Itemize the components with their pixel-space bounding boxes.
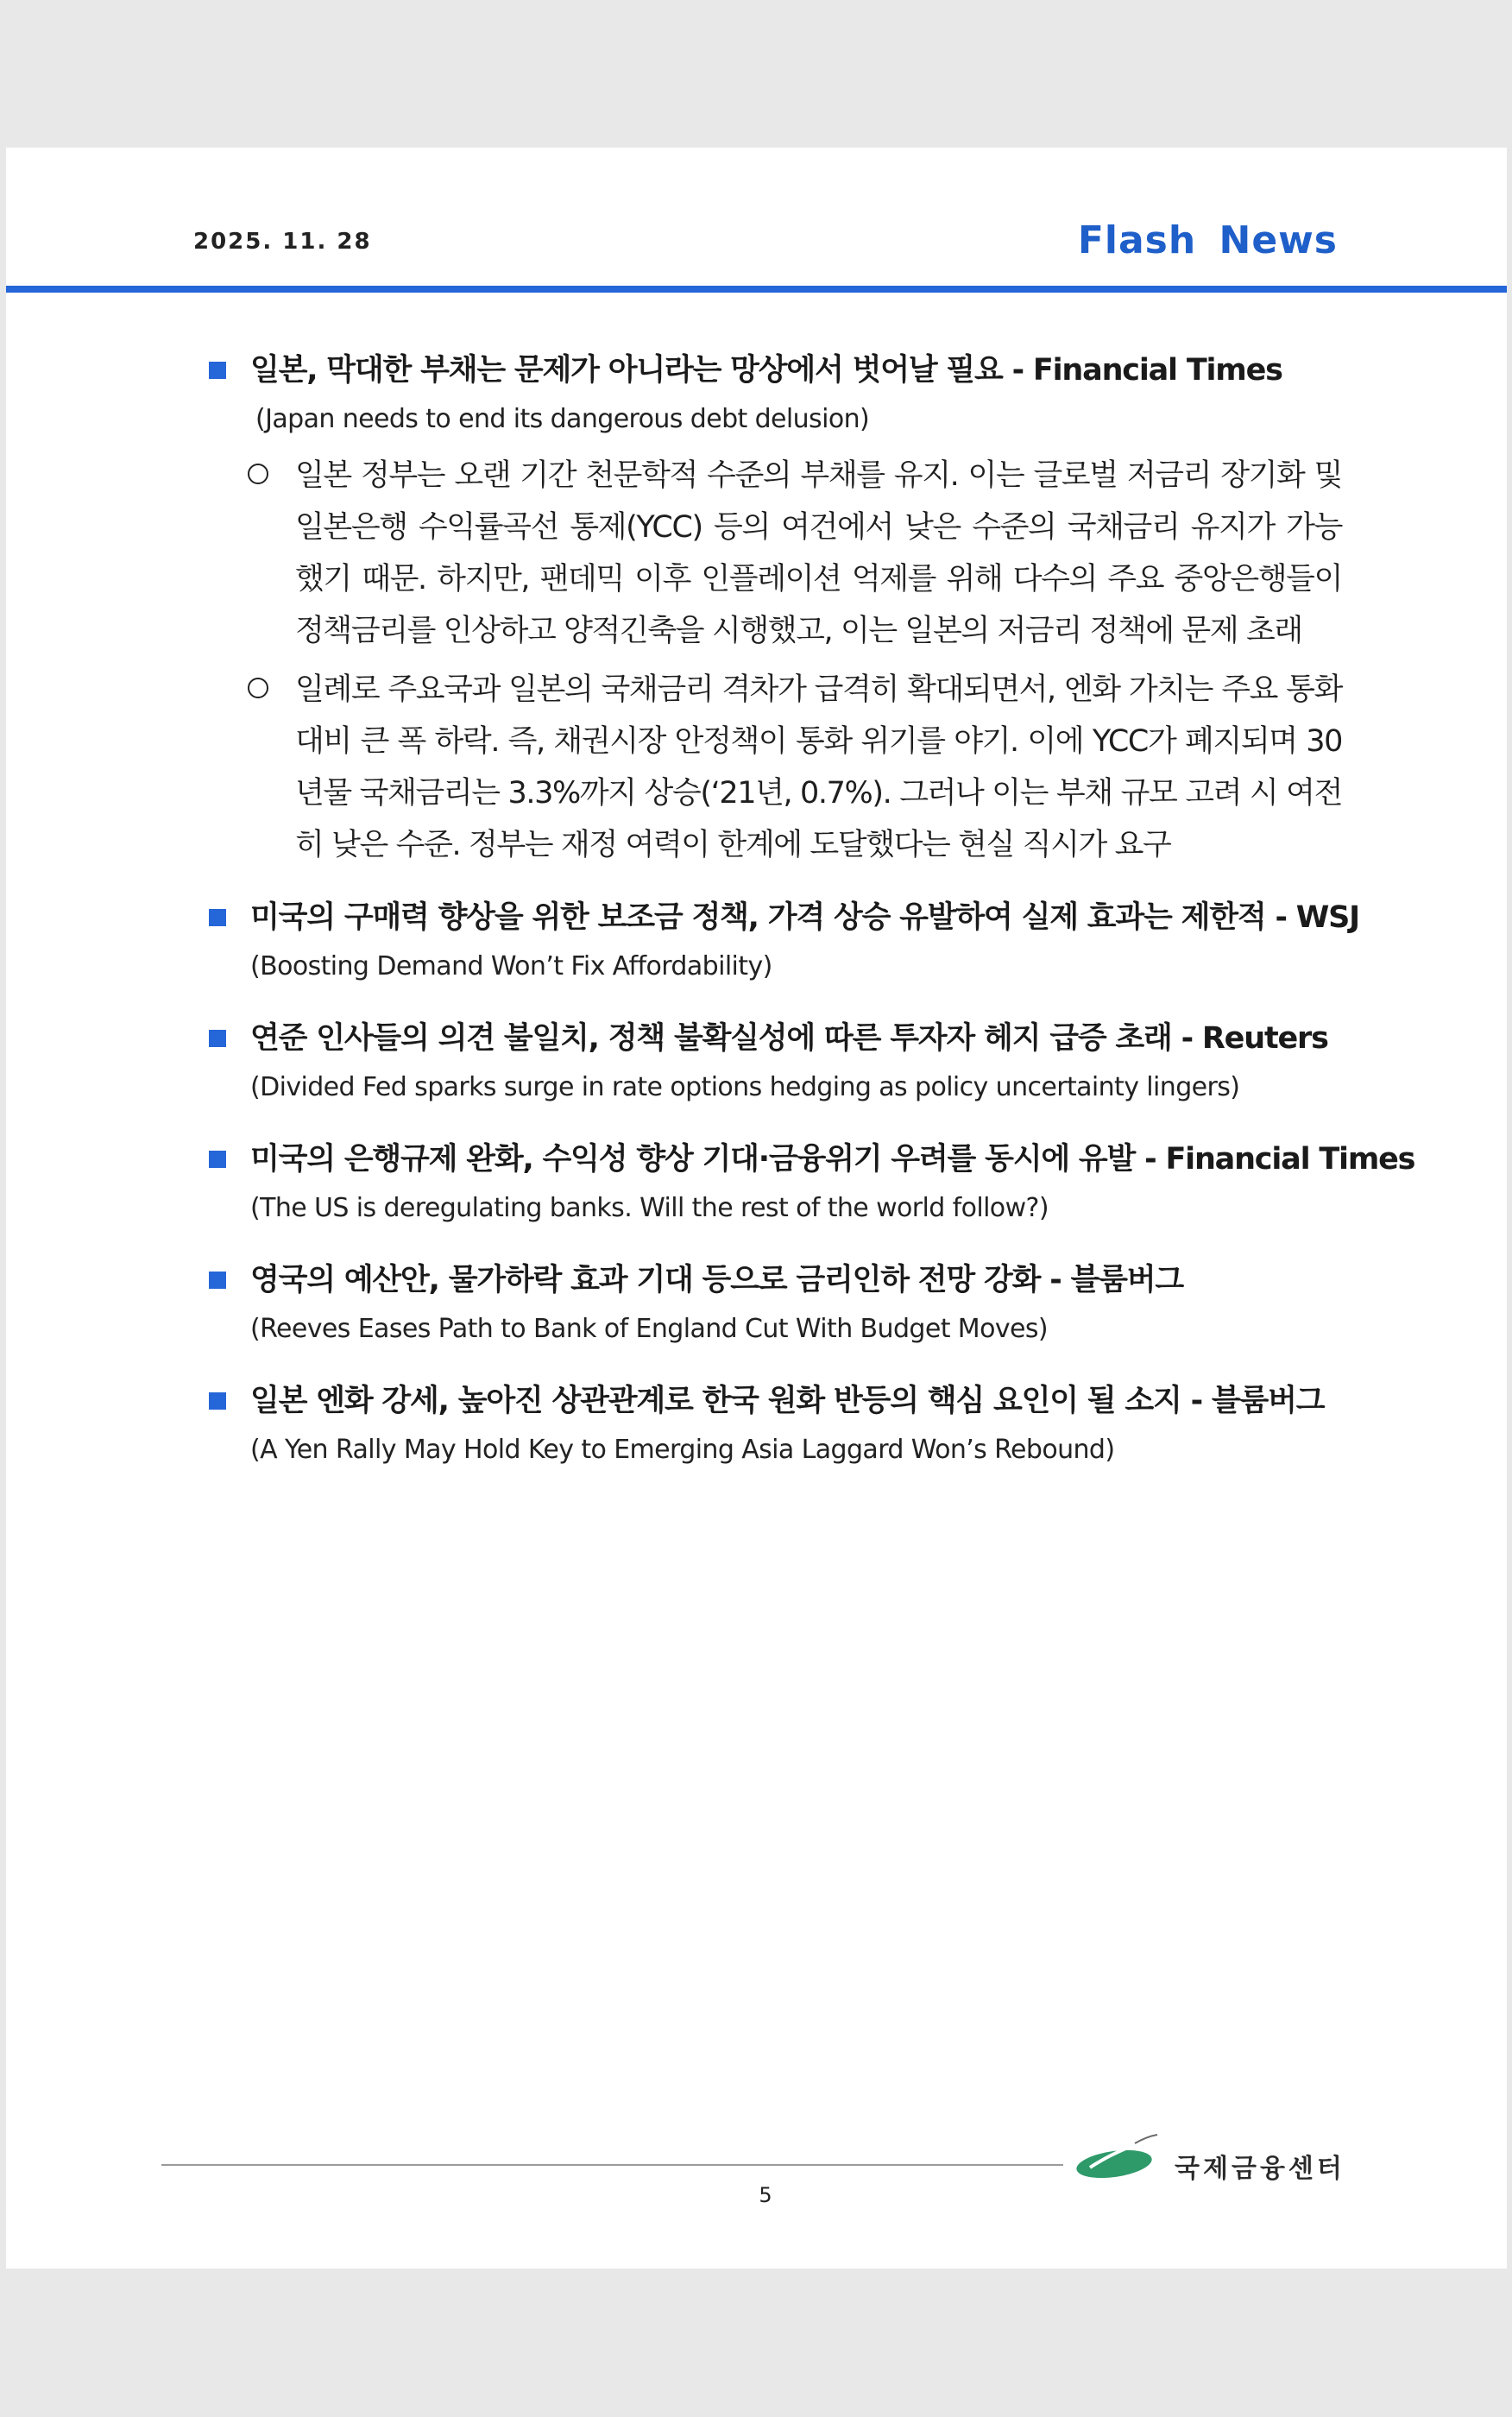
news-subtitle: (The US is deregulating banks. Will the rest of the world follow?) [250,1193,1049,1223]
document-page [6,148,1507,2269]
page-number: 5 [759,2183,772,2207]
report-date: 2025. 11. 28 [193,229,372,255]
footer-divider [161,2164,1063,2166]
news-headline-text: 미국의 은행규제 완화, 수익성 향상 기대·금융위기 우려를 동시에 유발 - Financial Times [250,1142,1415,1177]
news-point [203,450,1342,657]
news-subtitle: (A Yen Rally May Hold Key to Emerging Asia Laggard Won’s Rebound) [250,1435,1115,1465]
report-title: Flash News [1077,218,1338,262]
square-bullet-icon [209,1151,226,1168]
news-points [203,450,1342,871]
news-headline [203,1135,1415,1183]
news-headline [203,1014,1342,1063]
square-bullet-icon [209,1030,226,1047]
news-subtitle: (Boosting Demand Won’t Fix Affordability) [250,951,772,981]
org-name: 국제금융센터 [1175,2154,1345,2184]
news-headline-text: 미국의 구매력 향상을 위한 보조금 정책, 가격 상승 유발하여 실제 효과는 제한적 - WSJ [250,900,1359,935]
news-item [203,1014,1342,1113]
news-headline-text: 일본 엔화 강세, 높아진 상관관계로 한국 원화 반등의 핵심 요인이 될 소지 - 블룸버그 [250,1384,1325,1418]
circle-bullet-icon [248,464,268,484]
news-subtitle: (Divided Fed sparks surge in rate options hedging as policy uncertainty lingers) [250,1072,1240,1102]
news-headline [203,893,1359,942]
news-item [203,1256,1342,1354]
org-logo [1074,2133,1351,2185]
news-item [203,893,1359,992]
circle-bullet-icon [248,678,268,698]
news-headline-text: 영국의 예산안, 물가하락 효과 기대 등으로 금리인하 전망 강화 - 블룸버그 [250,1263,1183,1297]
square-bullet-icon [209,362,226,379]
news-headline-text: 일본, 막대한 부채는 문제가 아니라는 망상에서 벗어날 필요 - Financial Times [250,353,1282,388]
news-headline-text: 연준 인사들의 의견 불일치, 정책 불확실성에 따른 투자자 헤지 급증 초래 - Reuters [250,1021,1328,1056]
header-divider [6,286,1507,293]
kcif-logo-icon [1074,2133,1161,2185]
news-headline [203,1256,1342,1304]
news-subtitle: (Japan needs to end its dangerous debt delusion) [255,404,870,434]
news-list [203,346,1415,1498]
news-subtitle: (Reeves Eases Path to Bank of England Cut With Budget Moves) [250,1314,1048,1344]
square-bullet-icon [209,1392,226,1410]
news-headline [203,346,1342,394]
news-headline [203,1377,1342,1425]
news-item [203,1135,1415,1234]
news-point-text: 일본 정부는 오랜 기간 천문학적 수준의 부채를 유지. 이는 글로벌 저금리 장기화 및 일본은행 수익률곡선 통제(YCC) 등의 여건에서 낮은 수준의 국채금리 유지가 가능했기 때문. 하지만, 팬데믹 이후 인플레이션 억제를 위해 다수의 주요 중앙은행들이 정책금리를 인상하고 양적긴축을 시행했고, 이는 일본의 저금리 정책에 문제 초래 [295,458,1342,648]
news-item [203,1377,1342,1475]
square-bullet-icon [209,909,226,926]
news-point [203,664,1342,871]
square-bullet-icon [209,1272,226,1289]
news-item [203,346,1342,871]
news-point-text: 일례로 주요국과 일본의 국채금리 격차가 급격히 확대되면서, 엔화 가치는 주요 통화 대비 큰 폭 하락. 즉, 채권시장 안정책이 통화 위기를 야기. 이에 YCC가 폐지되며 30년물 국채금리는 3.3%까지 상승(‘21년, 0.7%). 그러나 이는 부채 규모 고려 시 여전히 낮은 수준. 정부는 재정 여력이 한계에 도달했다는 현실 직시가 요구 [295,672,1342,862]
